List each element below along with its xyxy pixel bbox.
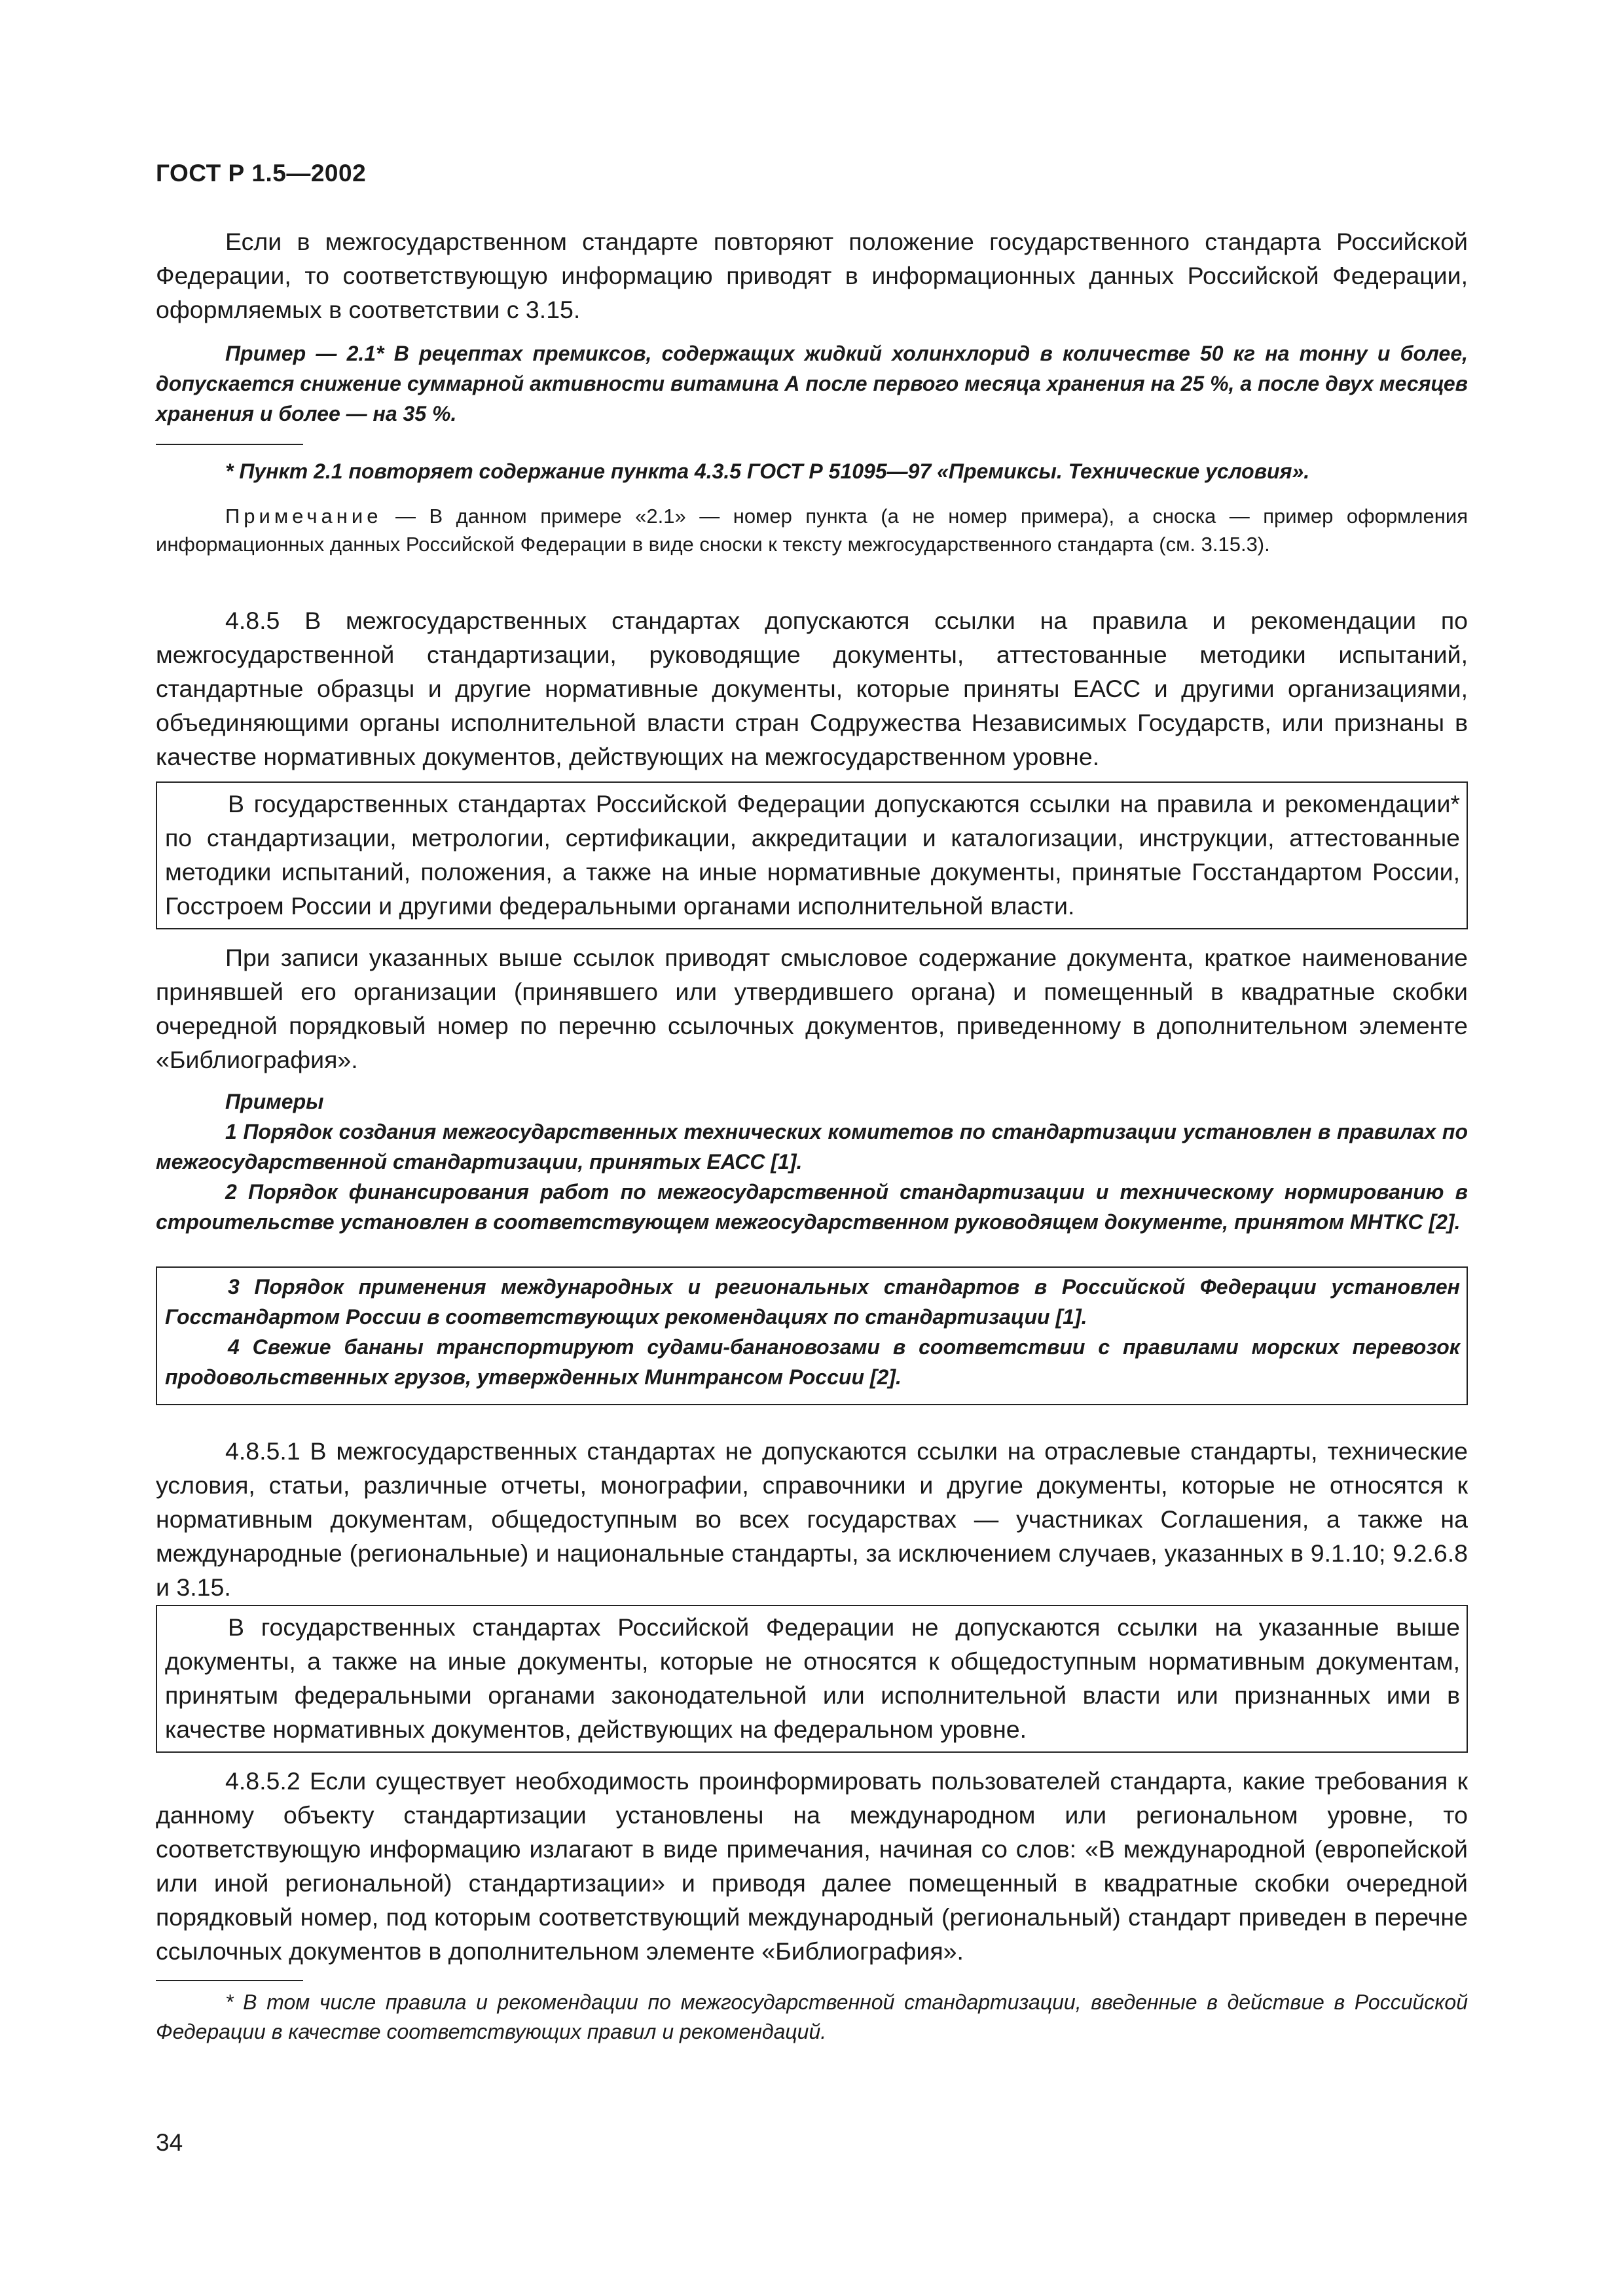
- examples-block: [156, 1086, 1468, 1237]
- example-3: 3 Порядок применения международных и региональных стандартов в Российской Федерации установлен Госстандартом России в соответствующих рекомендациях по стандартизации [1].: [165, 1275, 1460, 1329]
- paragraph-intro-text: Если в межгосударственном стандарте повторяют положение государственного стандарта Российской Федерации, то соответствующую информацию приводят в информационных данных Российской Федерации, оформляемых в соответствии с 3.15.: [156, 228, 1468, 323]
- paragraph-4-8-5: [156, 603, 1468, 774]
- document-header: ГОСТ Р 1.5—2002: [156, 160, 367, 187]
- examples-title: Примеры: [225, 1090, 324, 1113]
- example-4: 4 Свежие бананы транспортируют судами-банановозами в соответствии с правилами морских перевозок продовольственных грузов, утвержденных Минтрансом России [2].: [165, 1335, 1460, 1389]
- paragraph-references: [156, 941, 1468, 1077]
- paragraph-4-8-5-2-text: 4.8.5.2 Если существует необходимость проинформировать пользователей стандарта, какие требования к данному объекту стандартизации установлены на международном или региональном уровне, то соответствующую информацию излагают в виде примечания, начиная со слов: «В международной (европейской или иной региональной) стандартизации» и приводя далее помещенный в квадратные скобки очередной порядковый номер, под которым соответствующий международный (региональный) стандарт приведен в перечне ссылочных документов в дополнительном элементе «Библиография».: [156, 1767, 1468, 1965]
- example-1: 1 Порядок создания межгосударственных технических комитетов по стандартизации установлен в правилах по межгосударственной стандартизации, принятых ЕАСС [1].: [156, 1120, 1468, 1174]
- page-number: 34: [156, 2129, 183, 2156]
- footnote-rule-top: [156, 444, 303, 445]
- example-2-1: [156, 338, 1468, 429]
- example-2-1-text: Пример — 2.1* В рецептах премиксов, содержащих жидкий холинхлорид в количестве 50 кг на тонну и более, допускается снижение суммарной активности витамина А после первого месяца хранения на 25 %, а после двух месяцев хранения и более — на 35 %.: [156, 342, 1468, 425]
- boxed-text-2: [156, 1605, 1468, 1753]
- note-body: — В данном примере «2.1» — номер пункта (а не номер примера), а сноска — пример оформления информационных данных Российской Федерации в виде сноски к тексту межгосударственного стандарта (см. 3.15.3).: [156, 505, 1468, 556]
- boxed-text-2-content: В государственных стандартах Российской Федерации не допускаются ссылки на указанные выше документы, а также на иные документы, которые не относятся к общедоступным нормативным документам, принятым федеральными органами законодательной или исполнительной власти или признанных ими в качестве нормативных документов, действующих на федеральном уровне.: [165, 1613, 1460, 1743]
- boxed-text-1-content: В государственных стандартах Российской Федерации допускаются ссылки на правила и рекомендации* по стандартизации, метрологии, сертификации, аккредитации и каталогизации, инструкции, аттестованные методики испытаний, положения, а также на иные нормативные документы, принятые Госстандартом России, Госстроем России и другими федеральными органами исполнительной власти.: [165, 790, 1460, 920]
- example-2: 2 Порядок финансирования работ по межгосударственной стандартизации и техническому нормированию в строительстве установлен в соответствующем межгосударственном руководящем документе, принятом МНТКС [2].: [156, 1180, 1468, 1234]
- paragraph-intro: [156, 224, 1468, 327]
- footnote-top: [156, 456, 1468, 486]
- boxed-examples: [156, 1266, 1468, 1405]
- footnote-top-text: * Пункт 2.1 повторяет содержание пункта 4.3.5 ГОСТ Р 51095—97 «Премиксы. Технические условия».: [225, 459, 1310, 483]
- footnote-rule-bottom: [156, 1980, 303, 1981]
- boxed-text-1: [156, 781, 1468, 929]
- footnote-bottom-text: * В том числе правила и рекомендации по межгосударственной стандартизации, введенные в действие в Российской Федерации в качестве соответствующих правил и рекомендаций.: [156, 1990, 1468, 2043]
- paragraph-4-8-5-1: [156, 1434, 1468, 1604]
- paragraph-4-8-5-2: [156, 1764, 1468, 1968]
- paragraph-4-8-5-text: 4.8.5 В межгосударственных стандартах допускаются ссылки на правила и рекомендации по межгосударственной стандартизации, руководящие документы, аттестованные методики испытаний, стандартные образцы и другие нормативные документы, которые приняты ЕАСС и другими организациями, объединяющими органы исполнительной власти стран Содружества Независимых Государств, или признаны в качестве нормативных документов, действующих на межгосударственном уровне.: [156, 607, 1468, 770]
- note-text: [156, 502, 1468, 558]
- footnote-bottom: [156, 1988, 1468, 2047]
- paragraph-references-text: При записи указанных выше ссылок приводят смысловое содержание документа, краткое наименование принявшей его организации (принявшего или утвердившего органа) и помещенный в квадратные скобки очередной порядковый номер по перечню ссылочных документов, приведенному в дополнительном элементе «Библиография».: [156, 944, 1468, 1073]
- note-label: Примечание: [225, 505, 382, 528]
- note: [156, 502, 1468, 558]
- paragraph-4-8-5-1-text: 4.8.5.1 В межгосударственных стандартах не допускаются ссылки на отраслевые стандарты, технические условия, статьи, различные отчеты, монографии, справочники и другие документы, которые не относятся к нормативным документам, общедоступным во всех государствах — участниках Соглашения, а также на международные (региональные) и национальные стандарты, за исключением случаев, указанных в 9.1.10; 9.2.6.8 и 3.15.: [156, 1437, 1468, 1601]
